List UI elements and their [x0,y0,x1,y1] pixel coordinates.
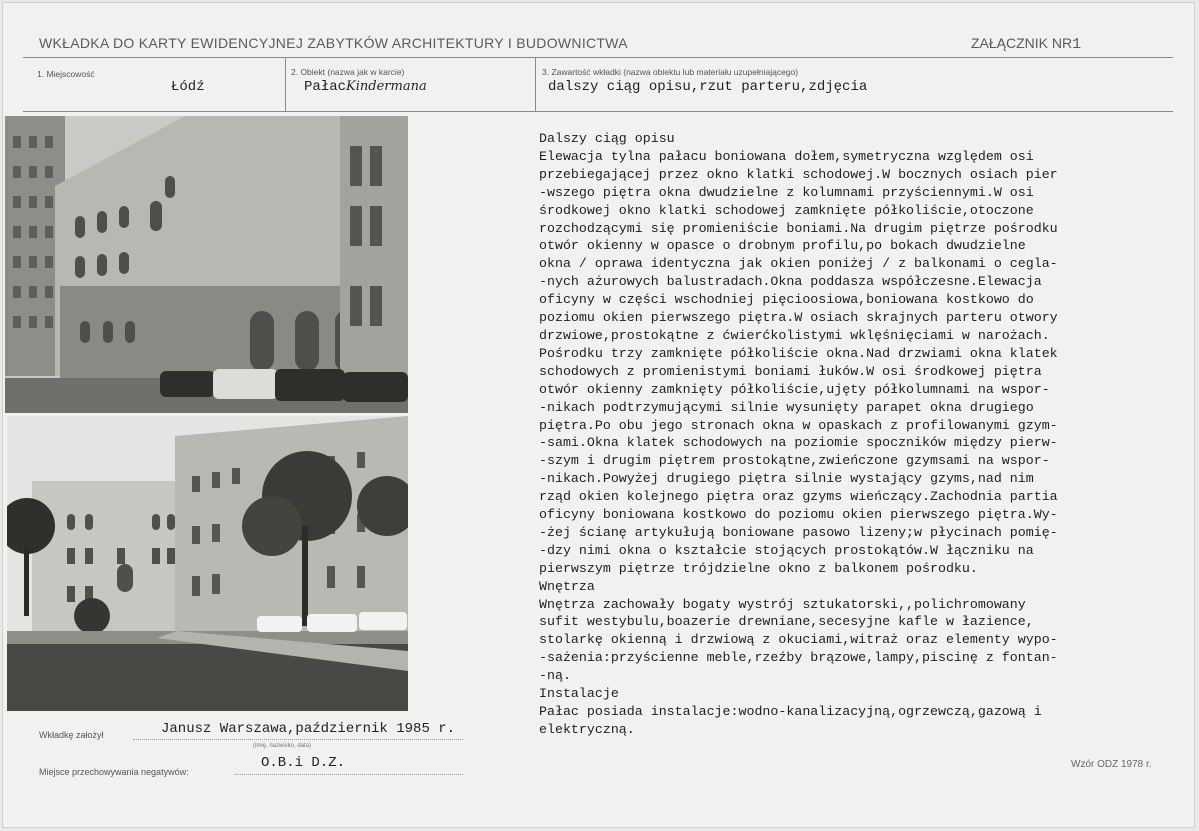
field-divider-2 [535,58,536,111]
annex-text: ZAŁĄCZNIK NR [971,35,1073,51]
text-line: -nych ażurowych balustradach.Okna poddasza współczesne.Elewacja [539,274,1042,290]
text-line: Wnętrza [539,578,595,594]
text-line: pierwszym piętrze trójdzielne okno z balkonem pośrodku. [539,560,978,576]
text-line: otwór okienny zamknięty półkoliście,ujęty półkolumnami na wspor- [539,381,1050,397]
text-line: -dzy nimi okna o kształcie stojących prostokątów.W łączniku na [539,542,1034,558]
text-line: oficyny w części wschodniej pięcioosiowa,boniowana kostkowo do [539,292,1034,308]
text-line: Pałac posiada instalacje:wodno-kanalizacyjną,ogrzewczą,gazową i [539,704,1042,719]
text-line: elektryczną. [539,721,635,737]
record-card [2,2,1195,828]
author-value: Janusz Warszawa,październik 1985 r. [161,721,456,737]
text-line: przebiegającej przez okno klatki schodowej.W bocznych osiach pier [539,166,1058,182]
form-title: WKŁADKA DO KARTY EWIDENCYJNEJ ZABYTKÓW ARCHITEKTURY I BUDOWNICTWA [39,35,628,51]
field-divider-1 [285,58,286,111]
template-version: Wzór ODZ 1978 r. [1071,759,1152,770]
negatives-dotline [235,774,463,775]
field-1-label: 1. Miejscowość [37,69,95,79]
building-photo-icon [5,116,408,413]
text-line: okna / oprawa identyczna jak okien poniżej / z balkonami o cegla- [539,256,1058,272]
text-line: Elewacja tylna pałacu boniowana dołem,symetryczna względem osi [539,148,1034,164]
field-2-typed: Pałac [304,79,347,95]
text-line: rząd okien kolejnego piętra oraz gzyms wieńczący.Zachodnia partia [539,489,1058,505]
header-rule-bottom [23,111,1173,112]
text-line: rozchodzącymi się promieniście boniami.Na drugim piętrze pośrodku [539,220,1058,236]
text-line: oficyny boniowana kostkowo do poziomu okien pierwszego piętra.Wy- [539,507,1058,523]
text-line: -nikach.Powyżej drugiego piętra silnie wystający gzyms,nad nim [539,471,1034,487]
text-line: Dalszy ciąg opisu [539,131,675,146]
text-line: schodowych z promienistymi boniami łuków.W osi środkowej piętra [539,363,1042,379]
text-line: -żej ścianę artykułują boniowane pasowo lizeny;w płycinach pomię- [539,524,1058,540]
field-1-value: Łódź [171,79,205,95]
field-3-value: dalszy ciąg opisu,rzut parteru,zdjęcia [548,79,868,95]
text-line: -nikach podtrzymującymi silnie wysunięty parapet okna drugiego [539,399,1034,415]
text-line: stolarkę okienną i drzwiową z okuciami,witraż oraz elementy wypo- [539,632,1058,648]
text-line: -sażenia:przyścienne meble,rzeźby brązowe,lampy,piscinę z fontan- [539,650,1058,666]
text-line: -wszego piętra okna dwudzielne z kolumnami przyściennymi.W osi [539,184,1034,200]
author-dotline [133,739,463,740]
text-line: sufit westybulu,boazerie drewniane,secesyjne kafle w łazience, [539,614,1034,630]
text-line: Wnętrza zachowały bogaty wystrój sztukatorski,,polichromowany [539,596,1026,612]
annex-number: 1 [1072,36,1082,53]
text-line: -szym i drugim piętrem prostokątne,zwieńczone gzymsami na wspor- [539,453,1050,469]
text-line: drzwiowe,prostokątne z ćwierćkolistymi wklęśnięciami w narożach. [539,327,1050,343]
header-rule-top [23,57,1173,58]
negatives-value: O.B.i D.Z. [261,755,346,771]
courtyard-photo-icon [7,416,408,711]
author-hint: (imię, nazwisko, data) [253,743,312,749]
author-label: Wkładkę założył [39,730,104,740]
text-line: -ną. [539,668,571,684]
description-text [539,130,1179,739]
text-line: piętra.Po obu jego stronach okna w opaskach z profilowanymi gzym- [539,417,1058,433]
annex-label [971,35,1081,53]
field-2-value [304,79,427,95]
field-2-label: 2. Obiekt (nazwa jak w karcie) [291,67,405,77]
text-line: -sami.Okna klatek schodowych na poziomie spoczników między pierw- [539,435,1058,451]
negatives-label: Miejsce przechowywania negatywów: [39,767,189,777]
text-line: otwór okienny w opasce o drobnym profilu,po bokach dwudzielne [539,238,1026,254]
field-3-label: 3. Zawartość wkładki (nazwa obiektu lub materiału uzupełniającego) [542,67,799,77]
field-2-handwritten: Kindermana [346,79,427,94]
text-line: Instalacje [539,686,619,702]
text-line: środkowej okno klatki schodowej zamknięte półkoliście,otoczone [539,202,1034,218]
text-line: Pośrodku trzy zamknięte półkoliście okna.Nad drzwiami okna klatek [539,345,1058,361]
text-line: poziomu okien pierwszego piętra.W osiach skrajnych parteru otwory [539,310,1058,326]
